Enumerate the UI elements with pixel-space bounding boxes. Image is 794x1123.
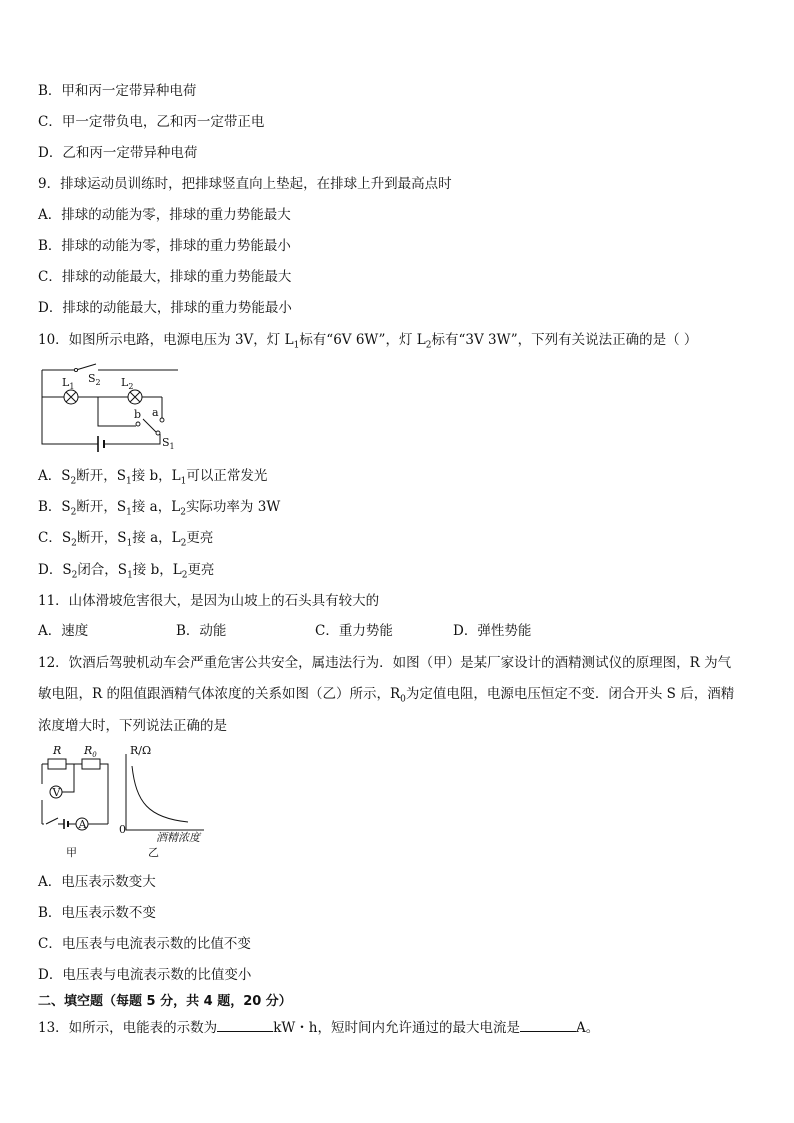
q10-option-b: B．$S_2$断开，$S_1$接 a，$L_2$实际功率为 3W <box>38 499 281 518</box>
q8-option-c: C．甲一定带负电，乙和丙一定带正电 <box>38 114 265 130</box>
svg-text:R0: $R_0$ <box>84 744 97 759</box>
q10-option-a: A．$S_2$断开，$S_1$接 b，$L_1$可以正常发光 <box>38 468 268 487</box>
q12-option-b: B．电压表示数不变 <box>38 905 156 921</box>
q12-stem-line-3: 浓度增大时，下列说法正确的是 <box>38 718 227 734</box>
svg-text:R: R <box>53 744 62 757</box>
q9-option-b: B．排球的动能为零，排球的重力势能最小 <box>38 238 291 254</box>
svg-text:甲: 甲 <box>66 846 77 859</box>
section-heading-fill-blank: 二、填空题（每题 5 分，共 4 题，20 分） <box>38 994 292 1009</box>
q9-option-a: A．排球的动能为零，排球的重力势能最大 <box>38 207 291 223</box>
q11-stem: 11．山体滑坡危害很大，是因为山坡上的石头具有较大的 <box>38 593 380 609</box>
q11-option-b: B．动能 <box>176 623 227 639</box>
svg-text:b: b <box>134 408 142 421</box>
svg-text:S2: $S_2$ <box>88 372 101 387</box>
svg-text:S1: $S_1$ <box>162 436 175 451</box>
svg-text:乙: 乙 <box>148 846 159 859</box>
q10-option-c: C．$S_2$断开，$S_1$接 a，$L_2$更亮 <box>38 530 214 549</box>
q9-option-d: D．排球的动能最大，排球的重力势能最小 <box>38 300 292 316</box>
q10-option-d: D．$S_2$闭合，$S_1$接 b，$L_2$更亮 <box>38 562 215 581</box>
q12-resistance-concentration-graph-yi <box>118 742 213 860</box>
q12-option-d: D．电压表与电流表示数的比值变小 <box>38 967 252 983</box>
q10-circuit-diagram <box>38 362 188 454</box>
svg-text:L1: $L_1$ <box>62 376 75 391</box>
q8-option-d: D．乙和丙一定带异种电荷 <box>38 145 198 161</box>
q11-option-c: C．重力势能 <box>315 623 393 639</box>
q11-option-a: A．速度 <box>38 623 89 639</box>
q11-option-d: D．弹性势能 <box>453 623 532 639</box>
q13-blank-2[interactable] <box>520 1018 576 1032</box>
q12-circuit-diagram-jia <box>38 742 118 860</box>
q9-option-c: C．排球的动能最大，排球的重力势能最大 <box>38 269 292 285</box>
q12-option-a: A．电压表示数变大 <box>38 874 156 890</box>
svg-text:A: A <box>78 818 87 831</box>
svg-text:V: V <box>52 786 61 799</box>
q12-option-c: C．电压表与电流表示数的比值不变 <box>38 936 251 952</box>
svg-text:0: 0 <box>119 823 126 836</box>
svg-text:R/Ω: R/Ω <box>130 744 152 757</box>
q12-stem-line-1: 12．饮酒后驾驶机动车会严重危害公共安全，属违法行为．如图（甲）是某厂家设计的酒精测试仪的原理图，R 为气 <box>38 655 732 671</box>
svg-text:酒精浓度: 酒精浓度 <box>156 831 200 844</box>
svg-text:L2: $L_2$ <box>121 376 134 391</box>
svg-text:a: a <box>152 406 159 419</box>
q8-option-b: B．甲和丙一定带异种电荷 <box>38 83 197 99</box>
q13-stem: 13．如所示，电能表的示数为 kW・h，短时间内允许通过的最大电流是 A。 <box>38 1020 600 1036</box>
q9-stem: 9．排球运动员训练时，把排球竖直向上垫起，在排球上升到最高点时 <box>38 176 452 192</box>
q12-stem-line-2: 敏电阻，R 的阻值跟酒精气体浓度的关系如图（乙）所示，$R_0$为定值电阻，电源电压恒定不变．闭合开头 S 后，酒精 <box>38 686 735 705</box>
q13-blank-1[interactable] <box>217 1018 273 1032</box>
q10-stem: 10．如图所示电路，电源电压为 3V，灯 $L_1$标有“6V 6W”，灯 $L_2$标有“3V 3W”，下列有关说法正确的是（ ） <box>38 332 698 351</box>
